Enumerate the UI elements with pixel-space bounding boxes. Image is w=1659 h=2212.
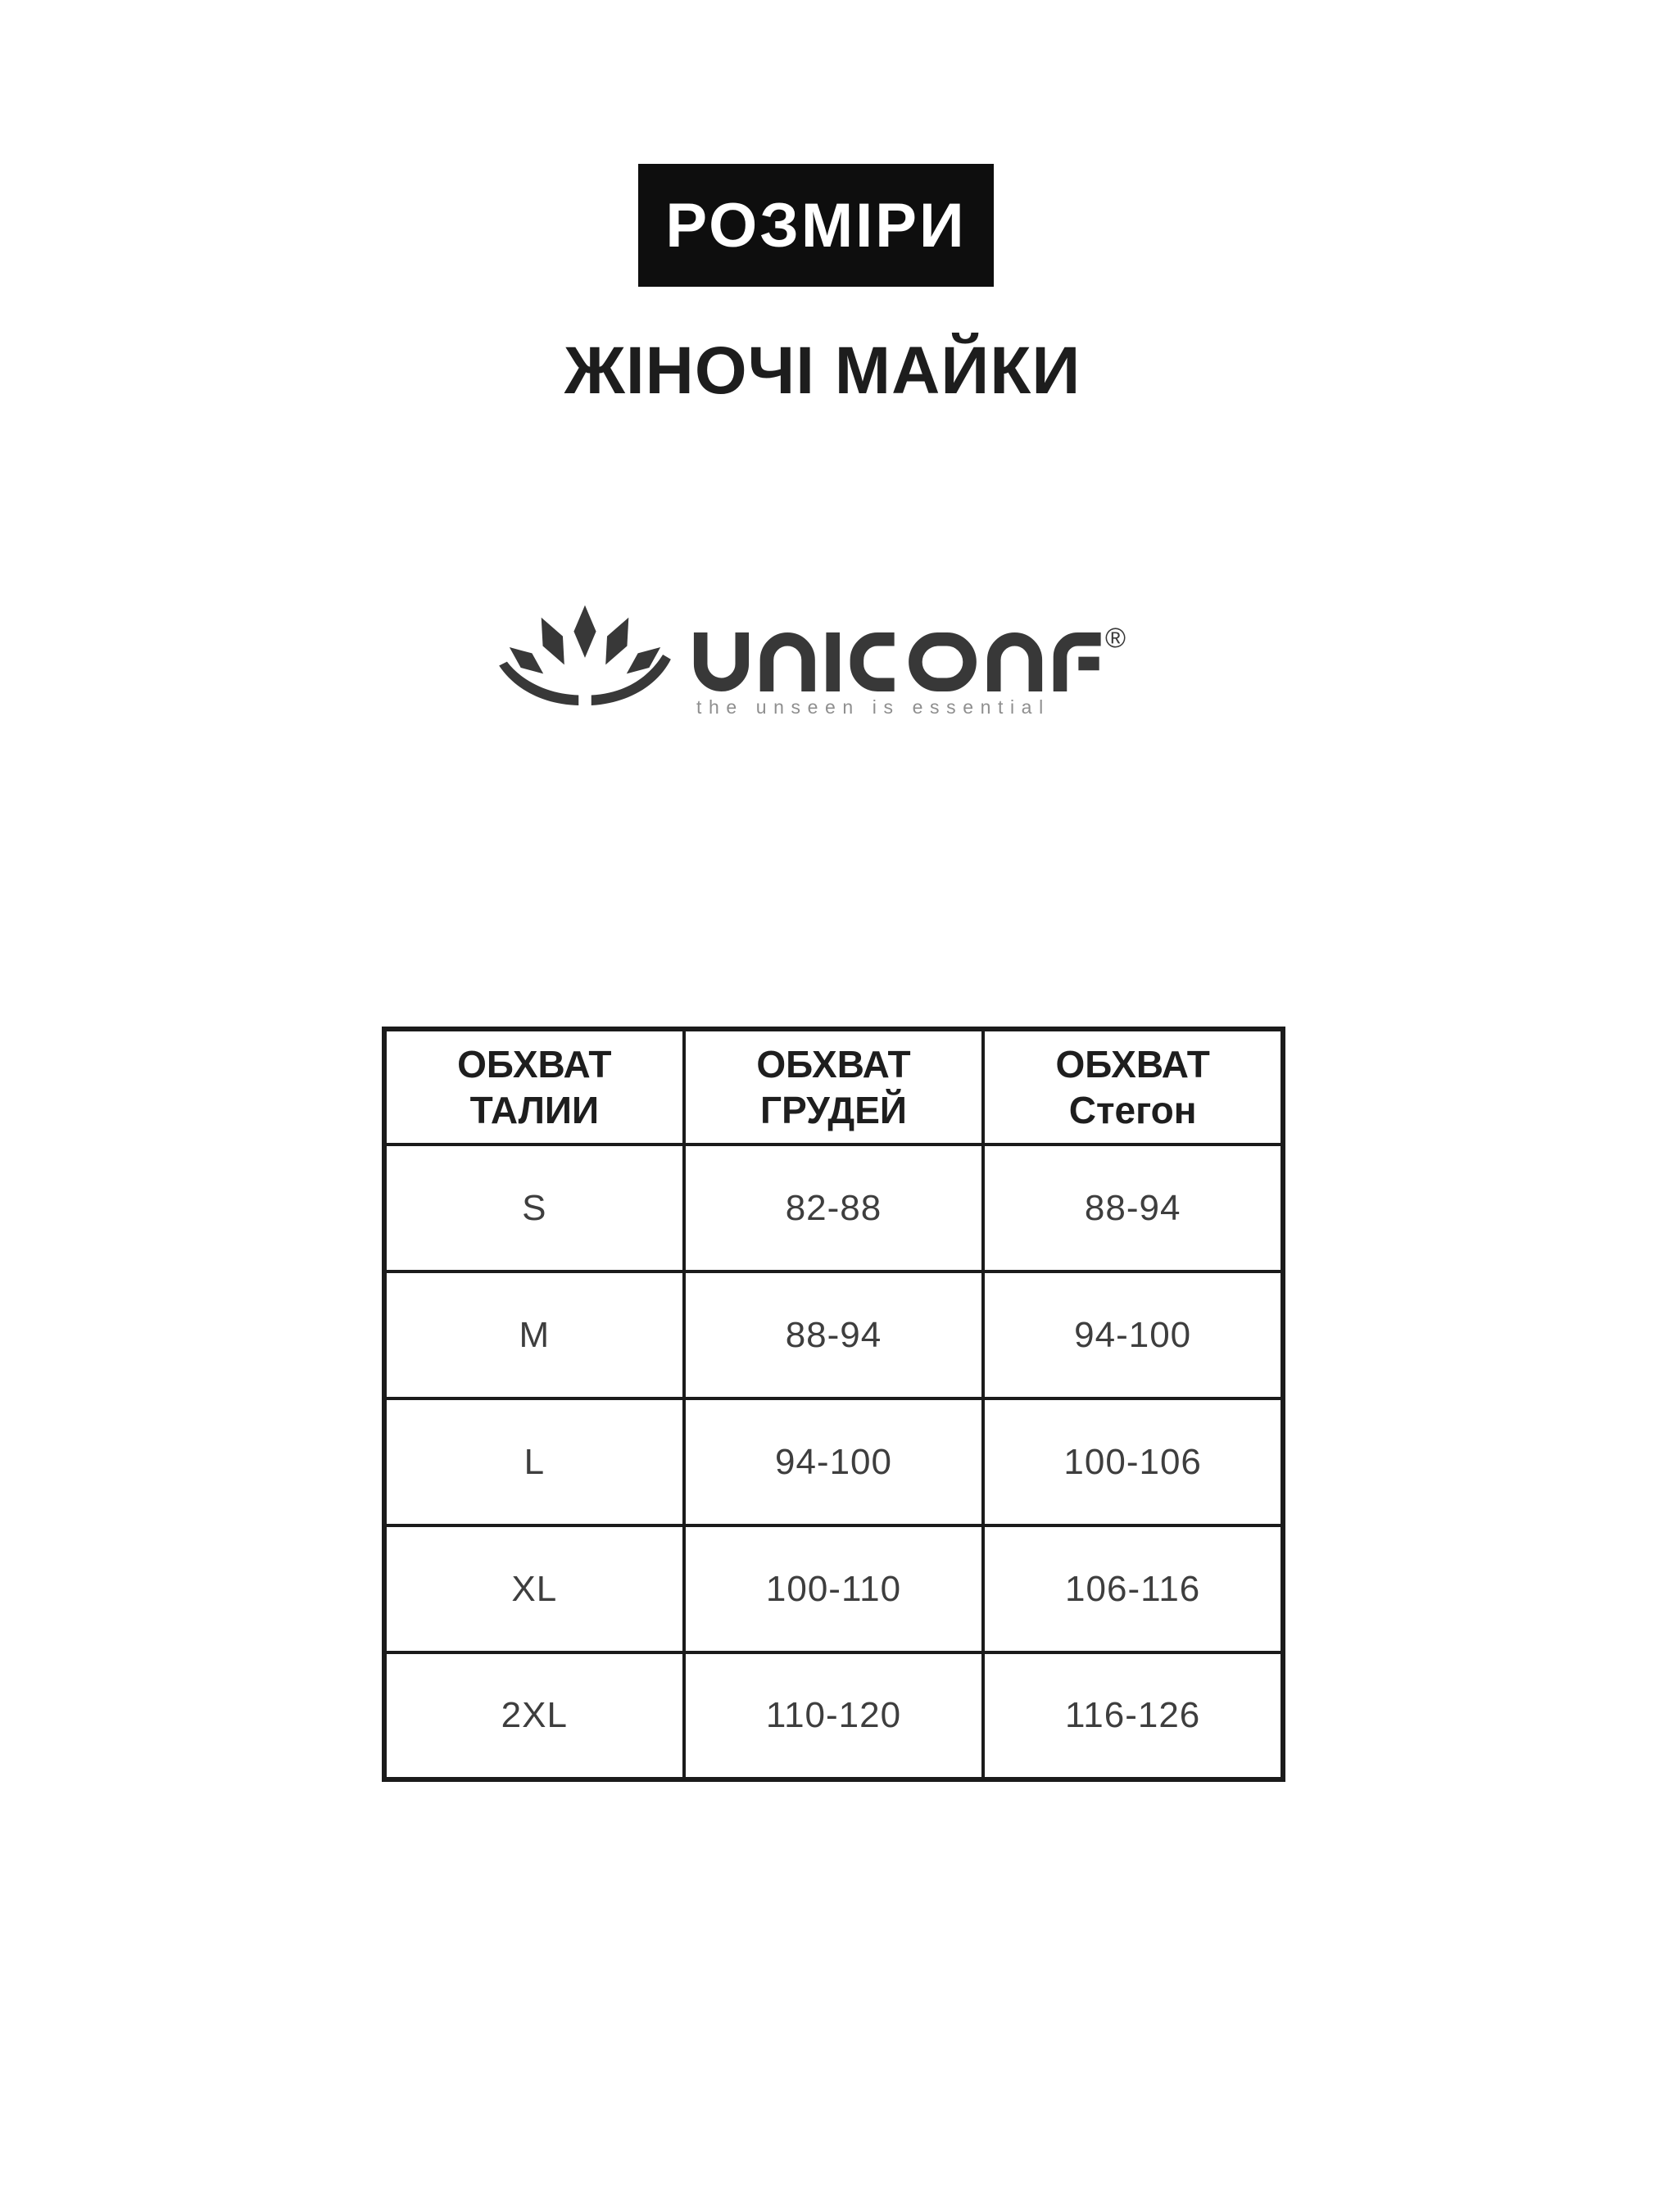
table-row	[384, 1652, 1283, 1779]
chest-cell: 88-94	[684, 1271, 984, 1398]
size-table	[382, 1027, 1285, 1782]
size-cell: L	[384, 1398, 684, 1525]
size-cell: 2XL	[384, 1652, 684, 1779]
chest-cell: 100-110	[684, 1525, 984, 1652]
size-cell: XL	[384, 1525, 684, 1652]
hips-cell: 116-126	[983, 1652, 1283, 1779]
chest-cell: 110-120	[684, 1652, 984, 1779]
registered-mark: ®	[1105, 623, 1126, 654]
uniconf-wordmark	[693, 632, 1103, 691]
header-cell-waist: ОБХВАТ ТАЛИИ	[384, 1029, 684, 1145]
header-cell-hips: ОБХВАТ Стегон	[983, 1029, 1283, 1145]
page-title: ЖІНОЧІ МАЙКИ	[564, 333, 1081, 408]
size-badge-label: РОЗМІРИ	[665, 190, 967, 261]
chest-cell: 82-88	[684, 1145, 984, 1271]
brand-tagline: the unseen is essential	[696, 696, 1050, 718]
table-header-row	[384, 1029, 1283, 1145]
size-badge	[638, 164, 994, 287]
hips-cell: 106-116	[983, 1525, 1283, 1652]
hips-cell: 94-100	[983, 1271, 1283, 1398]
hips-cell: 100-106	[983, 1398, 1283, 1525]
hips-cell: 88-94	[983, 1145, 1283, 1271]
chest-cell: 94-100	[684, 1398, 984, 1525]
header-cell-chest: ОБХВАТ ГРУДЕЙ	[684, 1029, 984, 1145]
table-row	[384, 1145, 1283, 1271]
size-cell: S	[384, 1145, 684, 1271]
table-row	[384, 1398, 1283, 1525]
table-row	[384, 1525, 1283, 1652]
table-row	[384, 1271, 1283, 1398]
lotus-flower-icon	[497, 599, 673, 707]
size-cell: M	[384, 1271, 684, 1398]
